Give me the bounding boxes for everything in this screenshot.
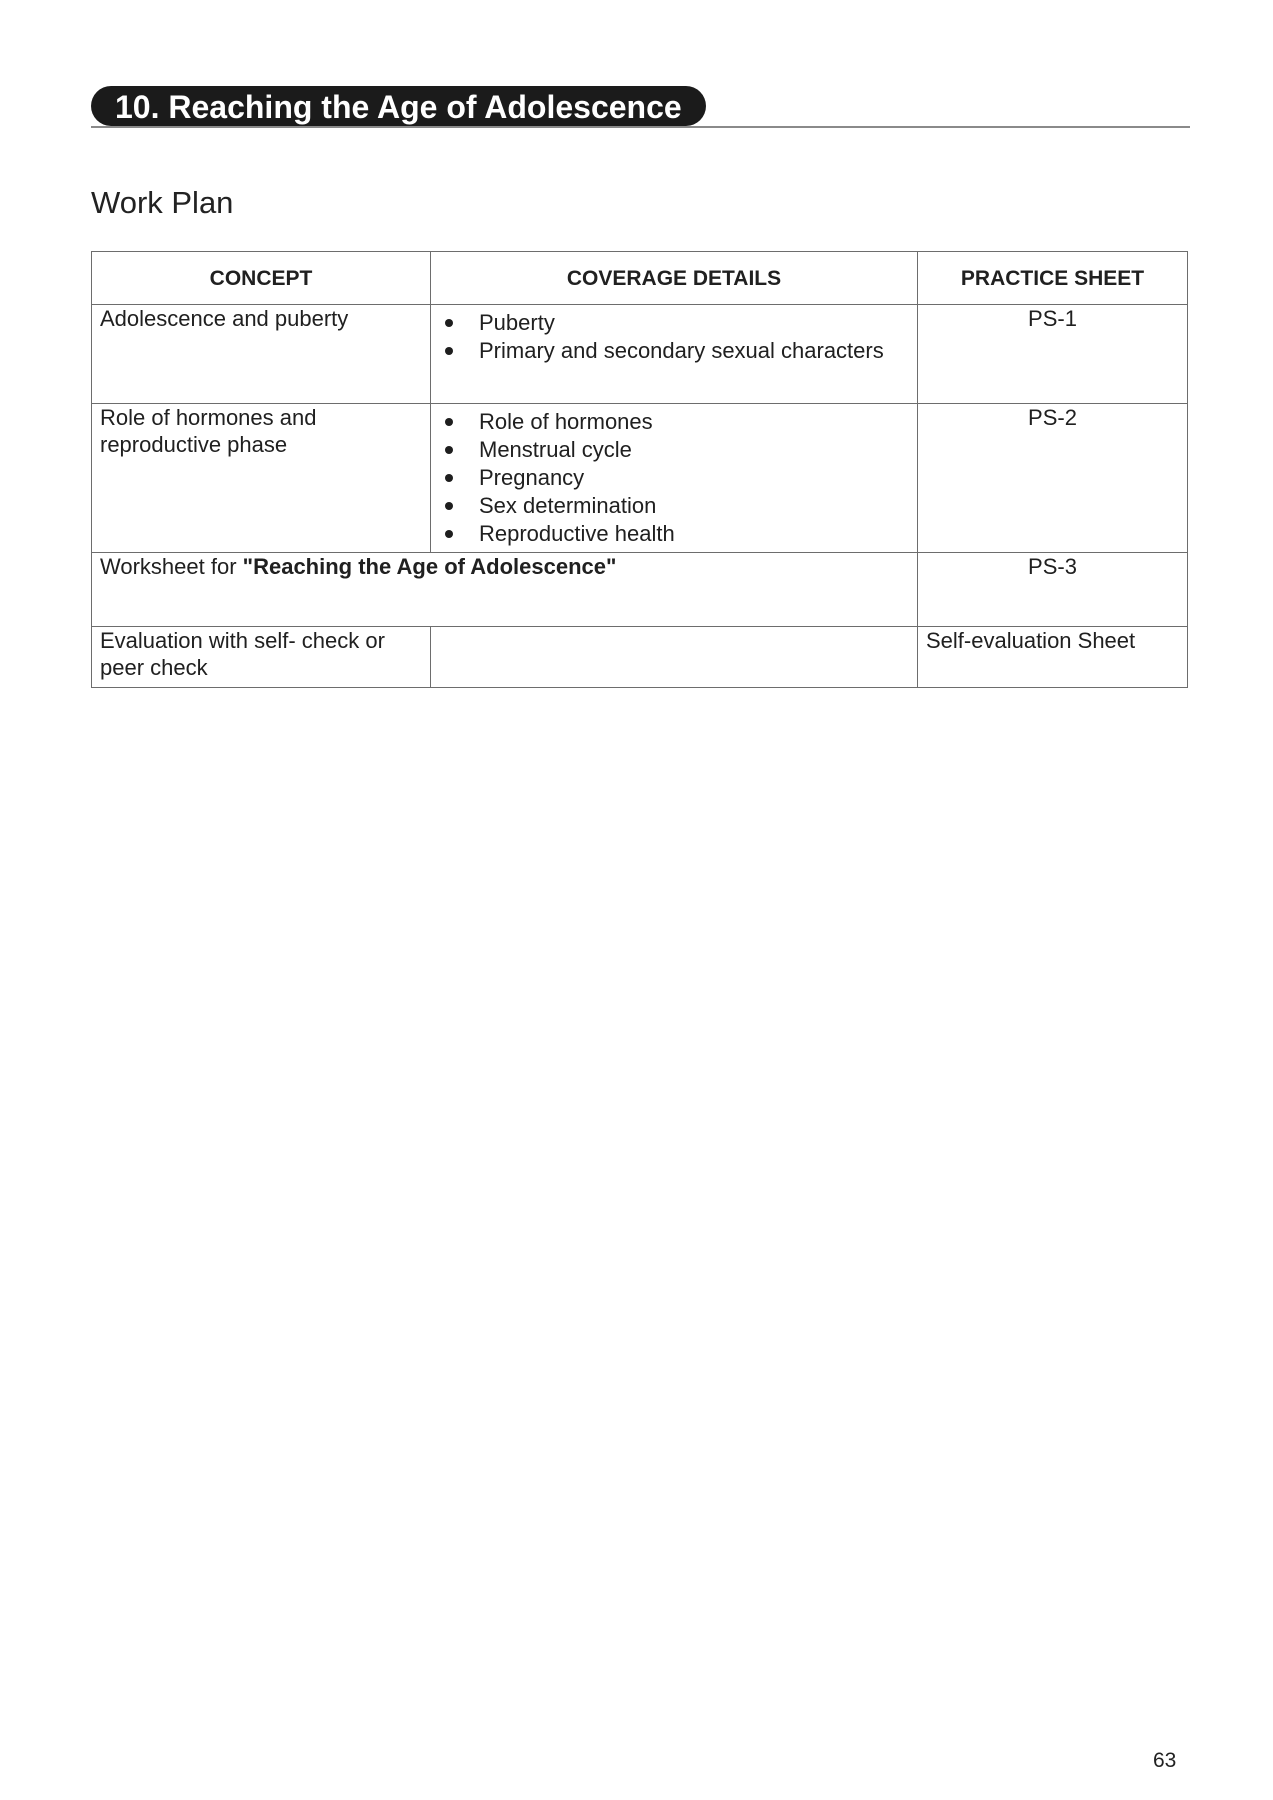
- list-item: [439, 408, 909, 436]
- bullet-icon: [445, 418, 453, 426]
- worksheet-prefix: Worksheet for: [100, 554, 243, 579]
- chapter-title: 10. Reaching the Age of Adolescence: [91, 86, 706, 126]
- coverage-list: [439, 404, 909, 548]
- list-item: [439, 309, 909, 337]
- work-plan-table: [91, 251, 1188, 688]
- coverage-cell: [431, 627, 918, 688]
- bullet-icon: [445, 319, 453, 327]
- list-item: [439, 464, 909, 492]
- list-item-text: Menstrual cycle: [479, 437, 632, 462]
- bullet-icon: [445, 446, 453, 454]
- table-row: [92, 404, 1188, 553]
- header-coverage: COVERAGE DETAILS: [431, 252, 918, 305]
- list-item-text: Role of hormones: [479, 409, 653, 434]
- practice-sheet-cell: Self-evaluation Sheet: [918, 627, 1188, 688]
- list-item: [439, 492, 909, 520]
- chapter-header: [91, 86, 1190, 128]
- table-row: [92, 553, 1188, 627]
- list-item: [439, 337, 909, 365]
- bullet-icon: [445, 502, 453, 510]
- practice-sheet-cell: PS-3: [918, 553, 1188, 627]
- coverage-cell: [431, 404, 918, 553]
- table-row: [92, 627, 1188, 688]
- list-item-text: Pregnancy: [479, 465, 585, 490]
- worksheet-title: "Reaching the Age of Adolescence": [242, 554, 617, 579]
- page-number: 63: [1153, 1749, 1177, 1772]
- bullet-icon: [445, 347, 453, 355]
- bullet-icon: [445, 530, 453, 538]
- list-item-text: Primary and secondary sexual characters: [479, 338, 884, 363]
- section-title: Work Plan: [91, 185, 234, 220]
- concept-cell: Adolescence and puberty: [92, 305, 431, 404]
- list-item-text: Sex determination: [479, 493, 657, 518]
- coverage-cell: [431, 305, 918, 404]
- coverage-list: [439, 305, 909, 365]
- practice-sheet-cell: PS-2: [918, 404, 1188, 553]
- header-concept: CONCEPT: [92, 252, 431, 305]
- concept-cell: Evaluation with self- check or peer check: [92, 627, 431, 688]
- table-header-row: [92, 252, 1188, 305]
- table-row: [92, 305, 1188, 404]
- chapter-divider: [91, 126, 1190, 128]
- worksheet-cell: [92, 553, 918, 627]
- list-item-text: Reproductive health: [479, 521, 675, 546]
- list-item: [439, 436, 909, 464]
- list-item-text: Puberty: [479, 310, 555, 335]
- list-item: [439, 520, 909, 548]
- concept-cell: Role of hormones and reproductive phase: [92, 404, 431, 553]
- header-practice-sheet: PRACTICE SHEET: [918, 252, 1188, 305]
- practice-sheet-cell: PS-1: [918, 305, 1188, 404]
- bullet-icon: [445, 474, 453, 482]
